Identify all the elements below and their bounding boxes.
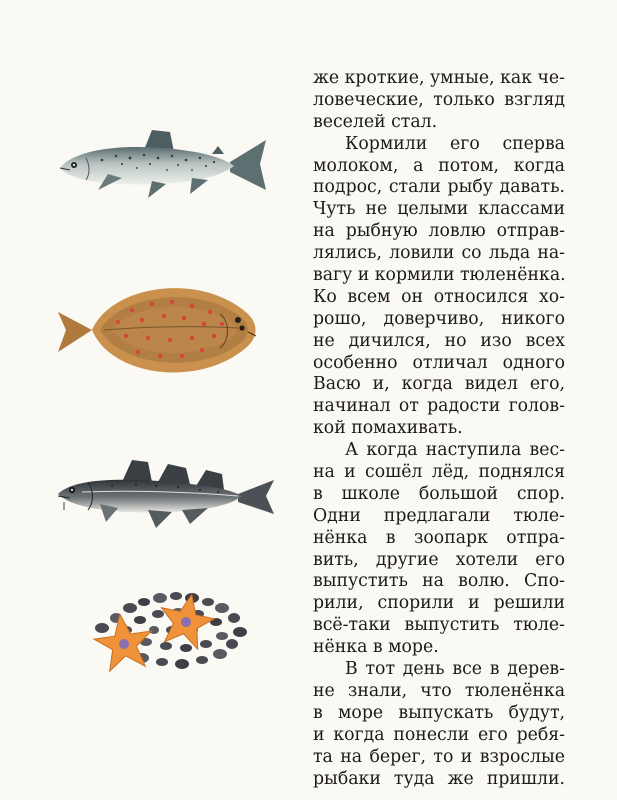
text-line: всё-таки выпустить тюле- <box>313 615 565 636</box>
flounder-illustration <box>52 270 272 390</box>
text-line: выпустить на волю. Спо- <box>313 571 565 592</box>
starfish-illustration <box>82 578 252 678</box>
text-line: ловеческие, только взгляд <box>313 89 565 110</box>
text-line: в школе большой спор. <box>313 483 565 504</box>
text-line: и когда понесли его ребя- <box>313 724 565 745</box>
text-line: особенно отличал одного <box>313 352 565 373</box>
text-line: подрос, стали рыбу давать. <box>313 177 565 198</box>
text-line: рыбаки туда же пришли. <box>313 768 565 789</box>
text-line: в море выпускать будут, <box>313 702 565 723</box>
text-line: начинал от радости голов- <box>313 396 565 417</box>
text-line: же кроткие, умные, как че- <box>313 68 565 88</box>
text-line: нёнка в море. <box>313 637 439 658</box>
paragraph-2 <box>313 134 565 440</box>
text-line: Васю и, когда видел его, <box>313 374 565 395</box>
text-line: рошо, доверчиво, никого <box>313 308 565 329</box>
text-line: веселей стал. <box>313 111 438 132</box>
text-line: нёнка в зоопарк отпра- <box>313 527 565 548</box>
text-line: молоком, а потом, когда <box>313 155 565 176</box>
cod-illustration <box>52 452 280 537</box>
paragraph-4 <box>313 659 565 790</box>
text-line: вить, другие хотели его <box>313 549 565 570</box>
story-text-column <box>313 68 565 790</box>
text-line: не дичился, но изо всех <box>313 330 565 351</box>
text-line: кой помахивать. <box>313 418 463 439</box>
text-line: рили, спорили и решили <box>313 593 565 614</box>
text-line: лялись, ловили со льда на- <box>313 243 565 264</box>
text-line: вагу и кормили тюленёнка. <box>313 265 566 286</box>
paragraph-3 <box>313 440 565 659</box>
text-line: В тот день все в дерев- <box>345 659 565 680</box>
text-line: А когда наступила вес- <box>345 440 565 461</box>
text-line: на и сошёл лёд, поднялся <box>313 462 565 483</box>
trout-illustration <box>52 118 277 213</box>
text-line: Чуть не целыми классами <box>313 199 565 220</box>
paragraph-1 <box>313 68 565 134</box>
text-line: не знали, что тюленёнка <box>313 680 565 701</box>
text-line: Ко всем он относился хо- <box>313 286 565 307</box>
text-line: Кормили его сперва <box>345 133 565 154</box>
text-line: Одни предлагали тюле- <box>313 505 565 526</box>
text-line: та на берег, то и взрослые <box>313 746 565 767</box>
text-line: на рыбную ловлю отправ- <box>313 221 565 242</box>
